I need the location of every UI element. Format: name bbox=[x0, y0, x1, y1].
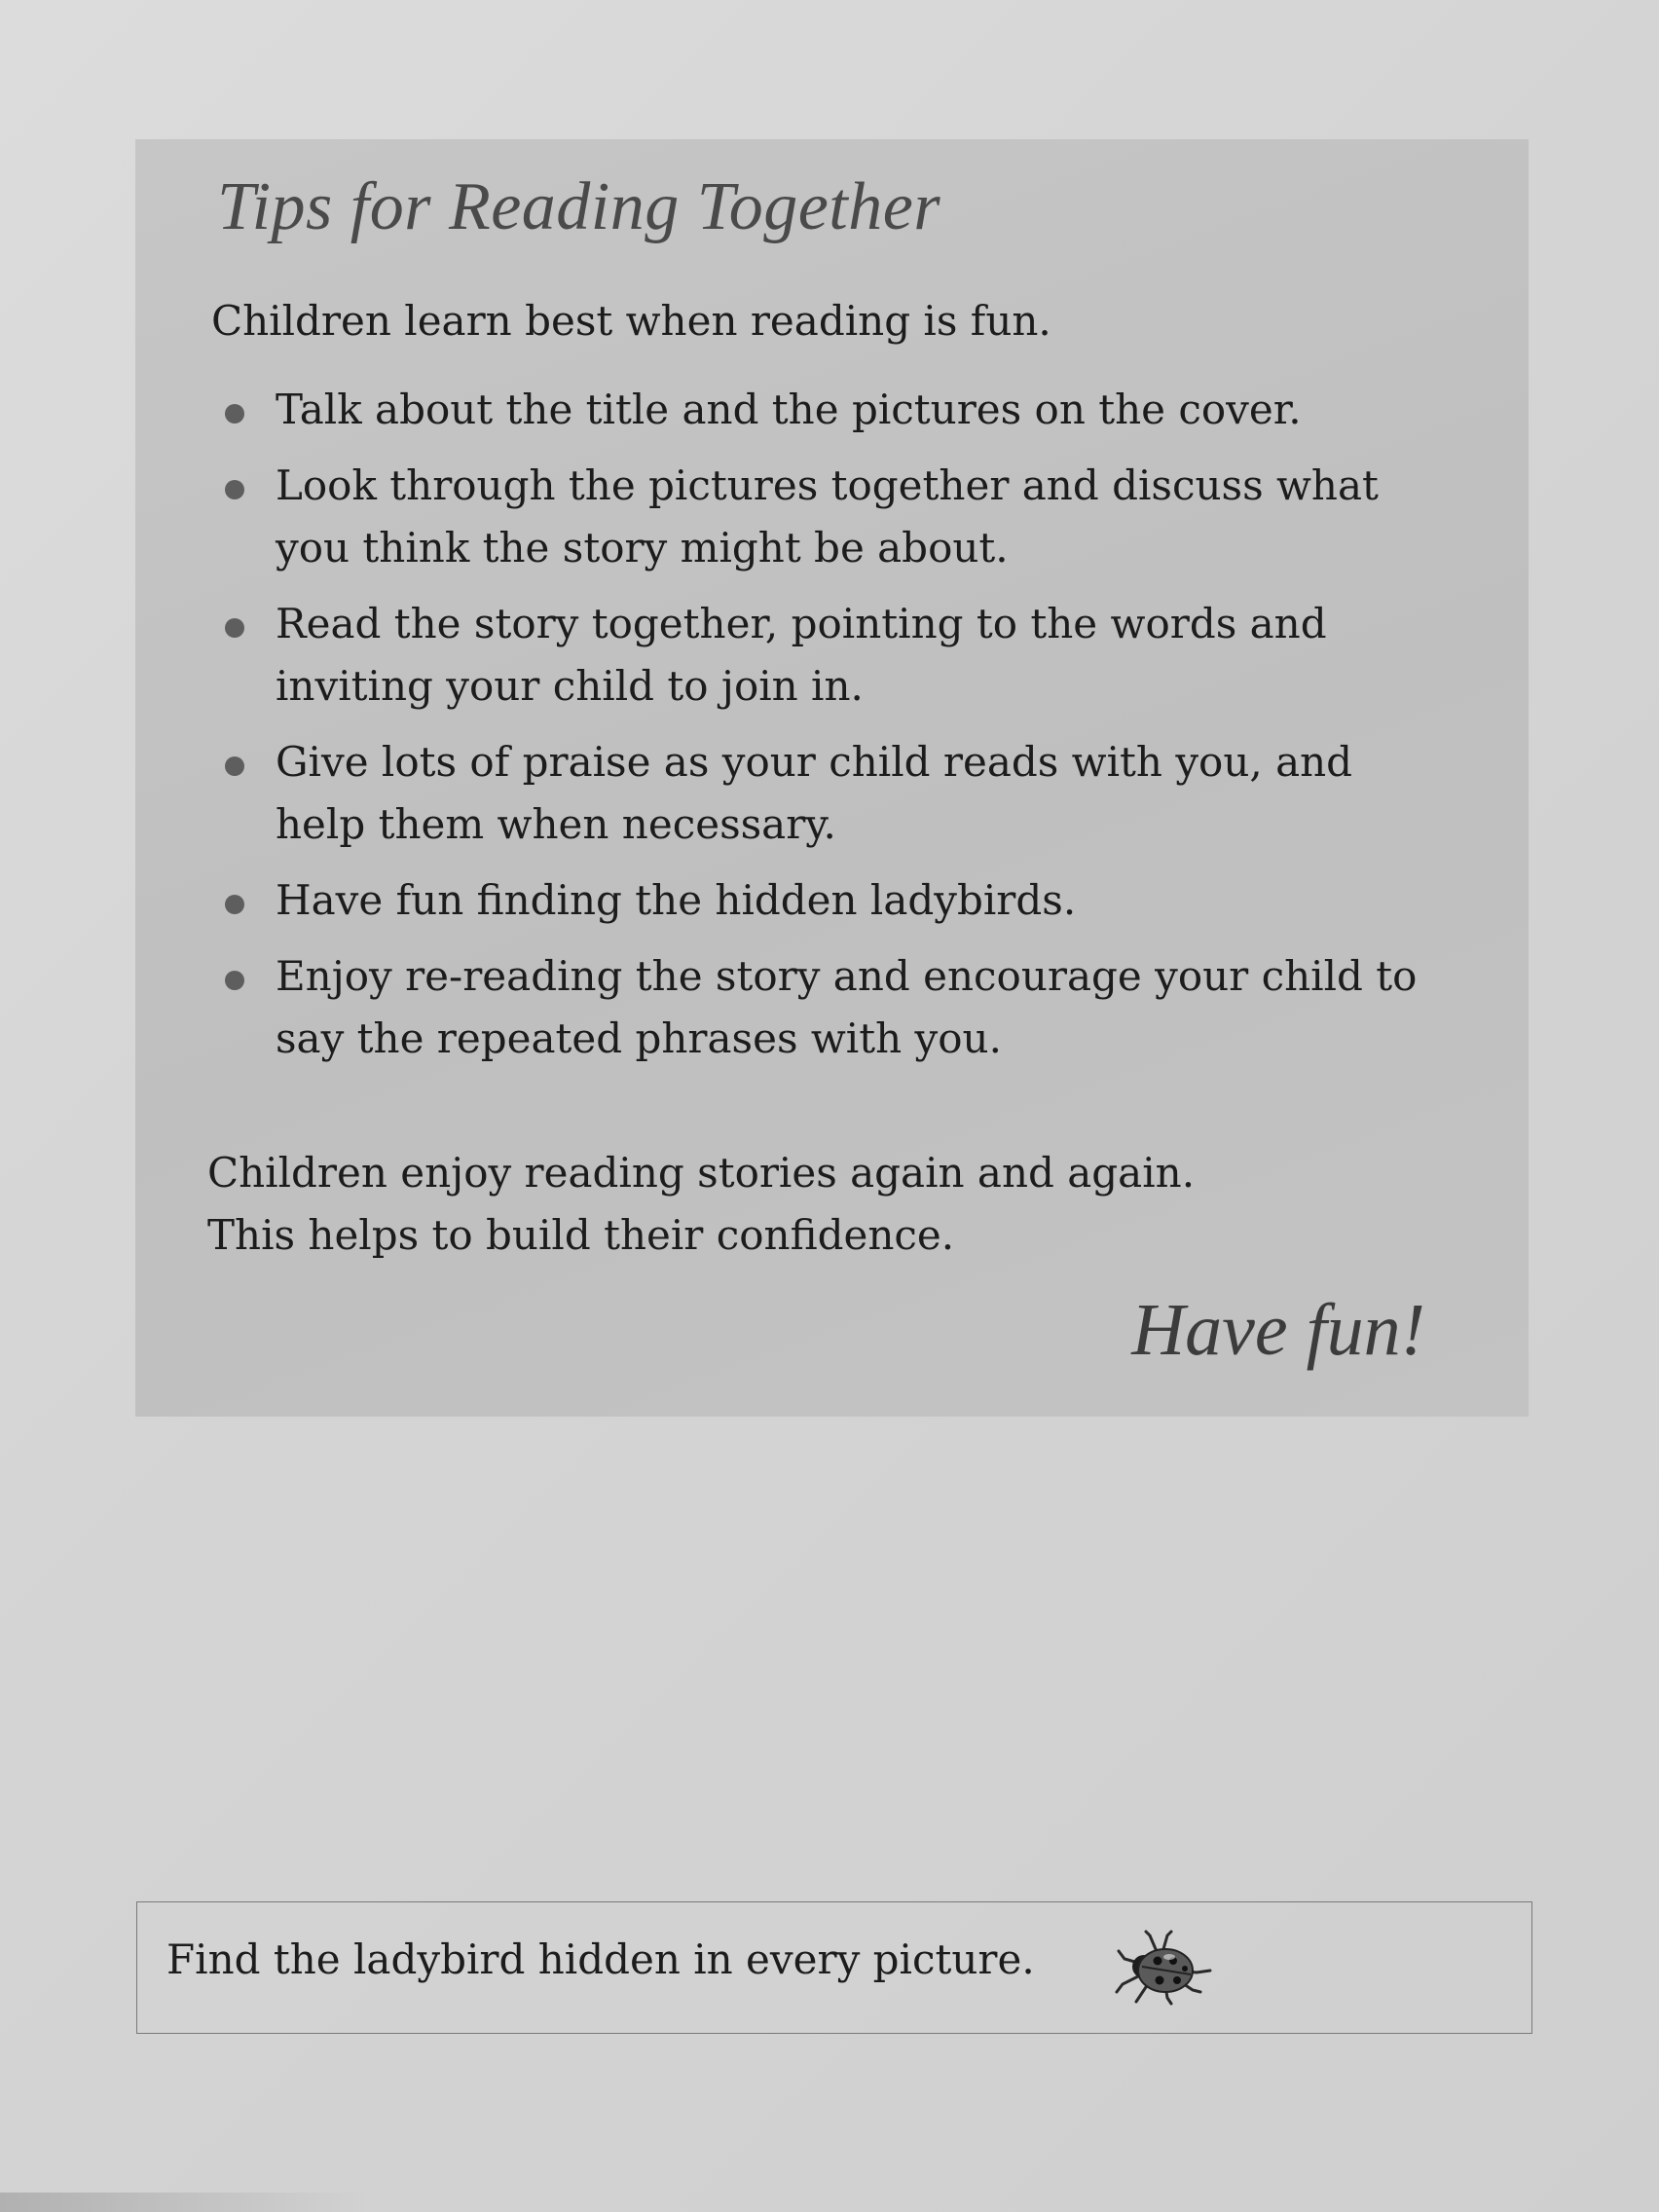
tip-item bbox=[135, 593, 1529, 718]
ladybird-icon bbox=[1109, 1928, 1216, 2006]
page-edge-shadow bbox=[0, 2193, 370, 2212]
bullet-icon bbox=[225, 618, 244, 638]
closing-paragraph bbox=[207, 1142, 1195, 1267]
tip-text: Enjoy re-reading the story and encourage your child to say the repeated phrases with you. bbox=[276, 952, 1418, 1062]
tip-text: Read the story together, pointing to the words and inviting your child to join in. bbox=[276, 600, 1327, 710]
bullet-icon bbox=[225, 895, 244, 914]
bullet-icon bbox=[225, 404, 244, 424]
bullet-icon bbox=[225, 756, 244, 776]
tips-panel bbox=[135, 139, 1529, 1417]
tip-item bbox=[135, 869, 1529, 932]
ladybird-hint-box bbox=[136, 1901, 1532, 2034]
tip-item bbox=[135, 731, 1529, 856]
tip-text: Give lots of praise as your child reads with you, and help them when necessary. bbox=[276, 738, 1353, 848]
tips-intro: Children learn best when reading is fun. bbox=[211, 297, 1051, 345]
tip-text: Have fun finding the hidden ladybirds. bbox=[276, 876, 1077, 924]
tips-title: Tips for Reading Together bbox=[217, 169, 941, 244]
tips-list bbox=[135, 379, 1529, 1084]
bullet-icon bbox=[225, 971, 244, 990]
tip-item bbox=[135, 379, 1529, 441]
ladybird-hint-text: Find the ladybird hidden in every picture. bbox=[166, 1936, 1035, 1983]
sign-off: Have fun! bbox=[1131, 1289, 1425, 1371]
tip-item bbox=[135, 945, 1529, 1070]
bullet-icon bbox=[225, 480, 244, 499]
closing-line-2: This helps to build their confidence. bbox=[207, 1211, 955, 1259]
tip-text: Talk about the title and the pictures on the cover. bbox=[276, 386, 1302, 433]
closing-line-1: Children enjoy reading stories again and again. bbox=[207, 1149, 1196, 1197]
tip-item bbox=[135, 455, 1529, 579]
tip-text: Look through the pictures together and discuss what you think the story might be about. bbox=[276, 461, 1379, 571]
